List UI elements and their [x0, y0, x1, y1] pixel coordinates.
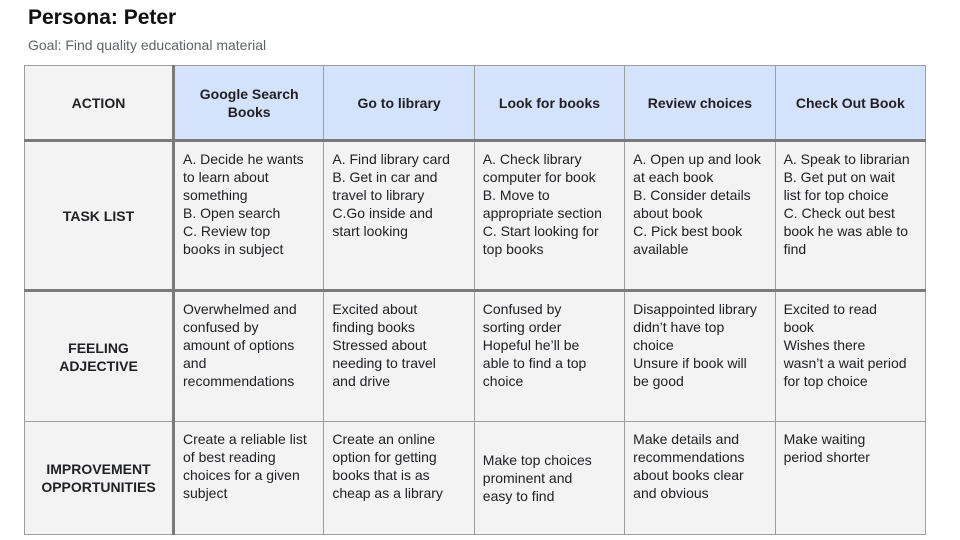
row-label-task-list: TASK LIST — [25, 141, 174, 291]
journey-map-table — [24, 65, 926, 535]
row-label-improvement: IMPROVEMENT OPPORTUNITIES — [25, 422, 174, 535]
improvements-go-to-library: Create an online option for getting books that is as cheap as a library — [324, 422, 474, 535]
feeling-row — [25, 291, 926, 422]
feelings-review-choices: Disappointed library didn’t have top choice Unsure if book will be good — [625, 291, 775, 422]
improvements-look-for-books: Make top choices prominent and easy to find — [474, 422, 624, 535]
feelings-go-to-library: Excited about finding books Stressed about needing to travel and drive — [324, 291, 474, 422]
stage-check-out-book: Check Out Book — [775, 66, 925, 141]
feelings-google-search-books: Overwhelmed and confused by amount of options and recommendations — [174, 291, 324, 422]
persona-goal: Goal: Find quality educational material — [28, 37, 267, 53]
improvement-row — [25, 422, 926, 535]
stage-look-for-books: Look for books — [474, 66, 624, 141]
task-list-row — [25, 141, 926, 291]
improvements-google-search-books: Create a reliable list of best reading choices for a given subject — [174, 422, 324, 535]
tasks-look-for-books: A. Check library computer for book B. Move to appropriate section C. Start looking for top books — [474, 141, 624, 291]
row-label-feeling: FEELING ADJECTIVE — [25, 291, 174, 422]
tasks-google-search-books: A. Decide he wants to learn about something B. Open search C. Review top books in subject — [174, 141, 324, 291]
row-label-action: ACTION — [25, 66, 174, 141]
page-title: Persona: Peter — [28, 6, 177, 29]
stage-review-choices: Review choices — [625, 66, 775, 141]
stage-go-to-library: Go to library — [324, 66, 474, 141]
tasks-go-to-library: A. Find library card B. Get in car and travel to library C.Go inside and start looking — [324, 141, 474, 291]
feelings-look-for-books: Confused by sorting order Hopeful he’ll be able to find a top choice — [474, 291, 624, 422]
stage-google-search-books: Google Search Books — [174, 66, 324, 141]
tasks-check-out-book: A. Speak to librarian B. Get put on wait list for top choice C. Check out best book he was able to find — [775, 141, 925, 291]
tasks-review-choices: A. Open up and look at each book B. Consider details about book C. Pick best book available — [625, 141, 775, 291]
stage-header-row — [25, 66, 926, 141]
improvements-check-out-book: Make waiting period shorter — [775, 422, 925, 535]
improvements-review-choices: Make details and recommendations about books clear and obvious — [625, 422, 775, 535]
feelings-check-out-book: Excited to read book Wishes there wasn’t a wait period for top choice — [775, 291, 925, 422]
